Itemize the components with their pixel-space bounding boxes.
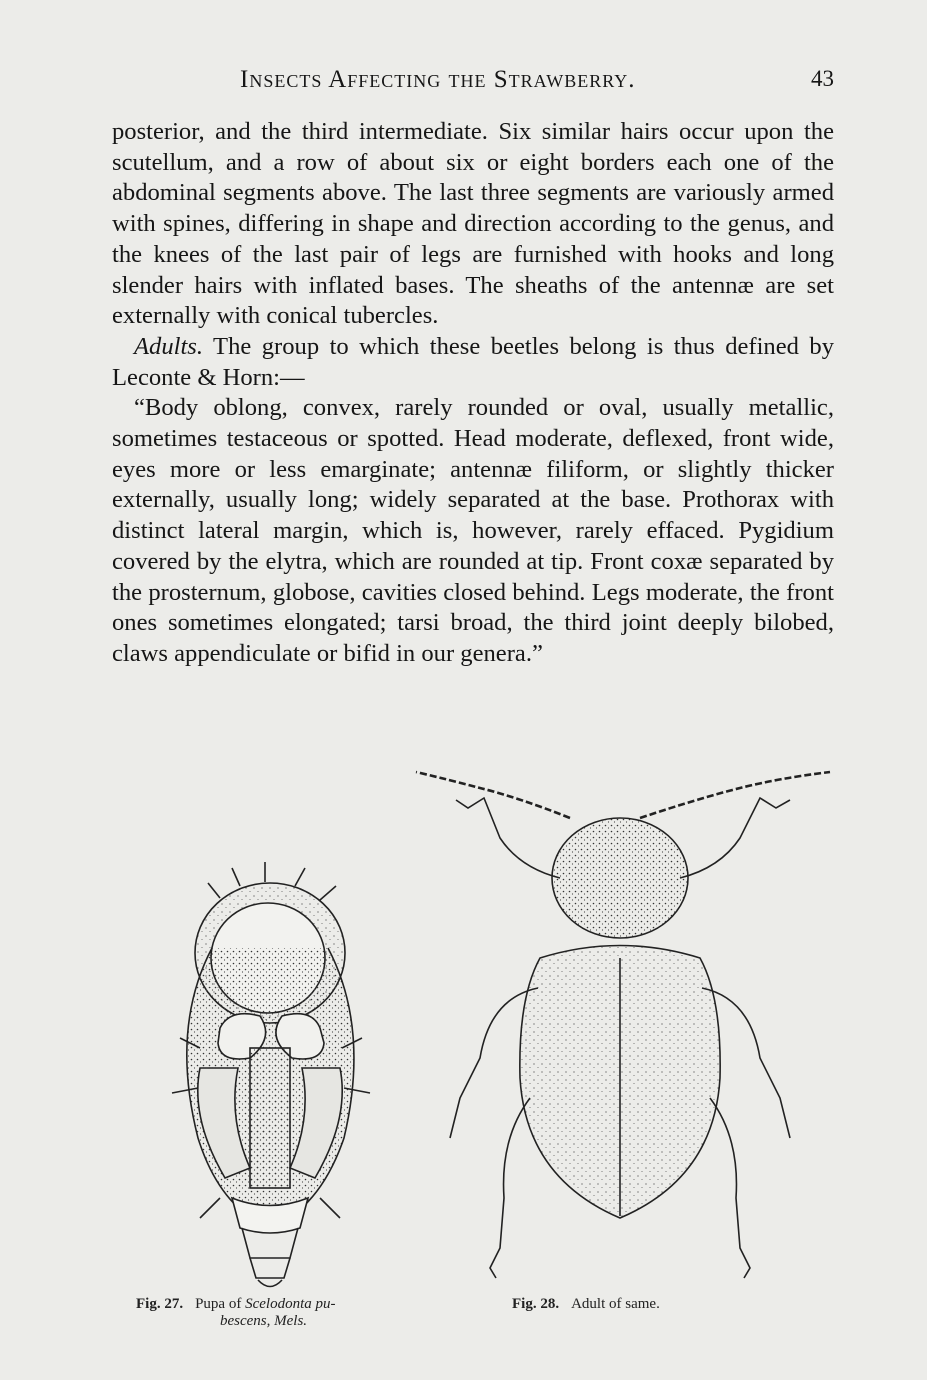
running-head: Insects Affecting the Strawberry. bbox=[240, 66, 636, 93]
page-header bbox=[112, 64, 834, 96]
paragraph-adults bbox=[112, 332, 834, 393]
pupa-figure-27 bbox=[172, 862, 370, 1287]
figure-27-species-2: bescens, Mels. bbox=[220, 1313, 308, 1329]
figure-27-species-1: Scelodonta pu- bbox=[245, 1296, 336, 1312]
adults-intro-text: The group to which these beetles belong is thus defined by Leconte & Horn:— bbox=[112, 332, 834, 391]
figure-28-caption bbox=[512, 1296, 772, 1313]
paragraph-pupa-description: posterior, and the third intermediate. Six similar hairs occur upon the scutellum, and a row of about six or eight borders each one of the abdominal segments above. The last three segments are variously armed with spines, differing in shape and direction according to the genus, and the knees of the last pair of legs are furnished with hooks and long slender hairs with inflated bases. The sheaths of the antennæ are set externally with conical tubercles. bbox=[112, 118, 834, 330]
adult-beetle-figure-28 bbox=[416, 772, 830, 1278]
body-text bbox=[112, 117, 834, 670]
beetle-illustrations bbox=[100, 758, 860, 1298]
figure-27-caption bbox=[136, 1296, 426, 1330]
figures-area bbox=[100, 758, 860, 1358]
paragraph-quotation: “Body oblong, convex, rarely rounded or oval, usually metallic, sometimes testaceous or spotted. Head moderate, deflexed, front wide, eyes more or less emarginate; antennæ filiform, or slightly thicker externally, usually long; widely separated at the base. Prothorax with distinct lateral margin, which is, however, rarely effaced. Pygidium covered by the elytra, which are rounded at tip. Front coxæ separated by the prosternum, globose, cavities closed behind. Legs moderate, the front ones sometimes elongated; tarsi broad, the third joint deeply bilobed, claws appendiculate or bifid in our genera.” bbox=[112, 394, 834, 667]
page-number: 43 bbox=[811, 66, 834, 91]
adults-heading: Adults. bbox=[134, 332, 204, 360]
figure-28-caption-text: Adult of same. bbox=[571, 1296, 660, 1312]
figure-27-caption-prefix: Pupa of bbox=[195, 1296, 242, 1312]
figure-28-label: Fig. 28. bbox=[512, 1296, 560, 1312]
figure-27-label: Fig. 27. bbox=[136, 1296, 184, 1312]
